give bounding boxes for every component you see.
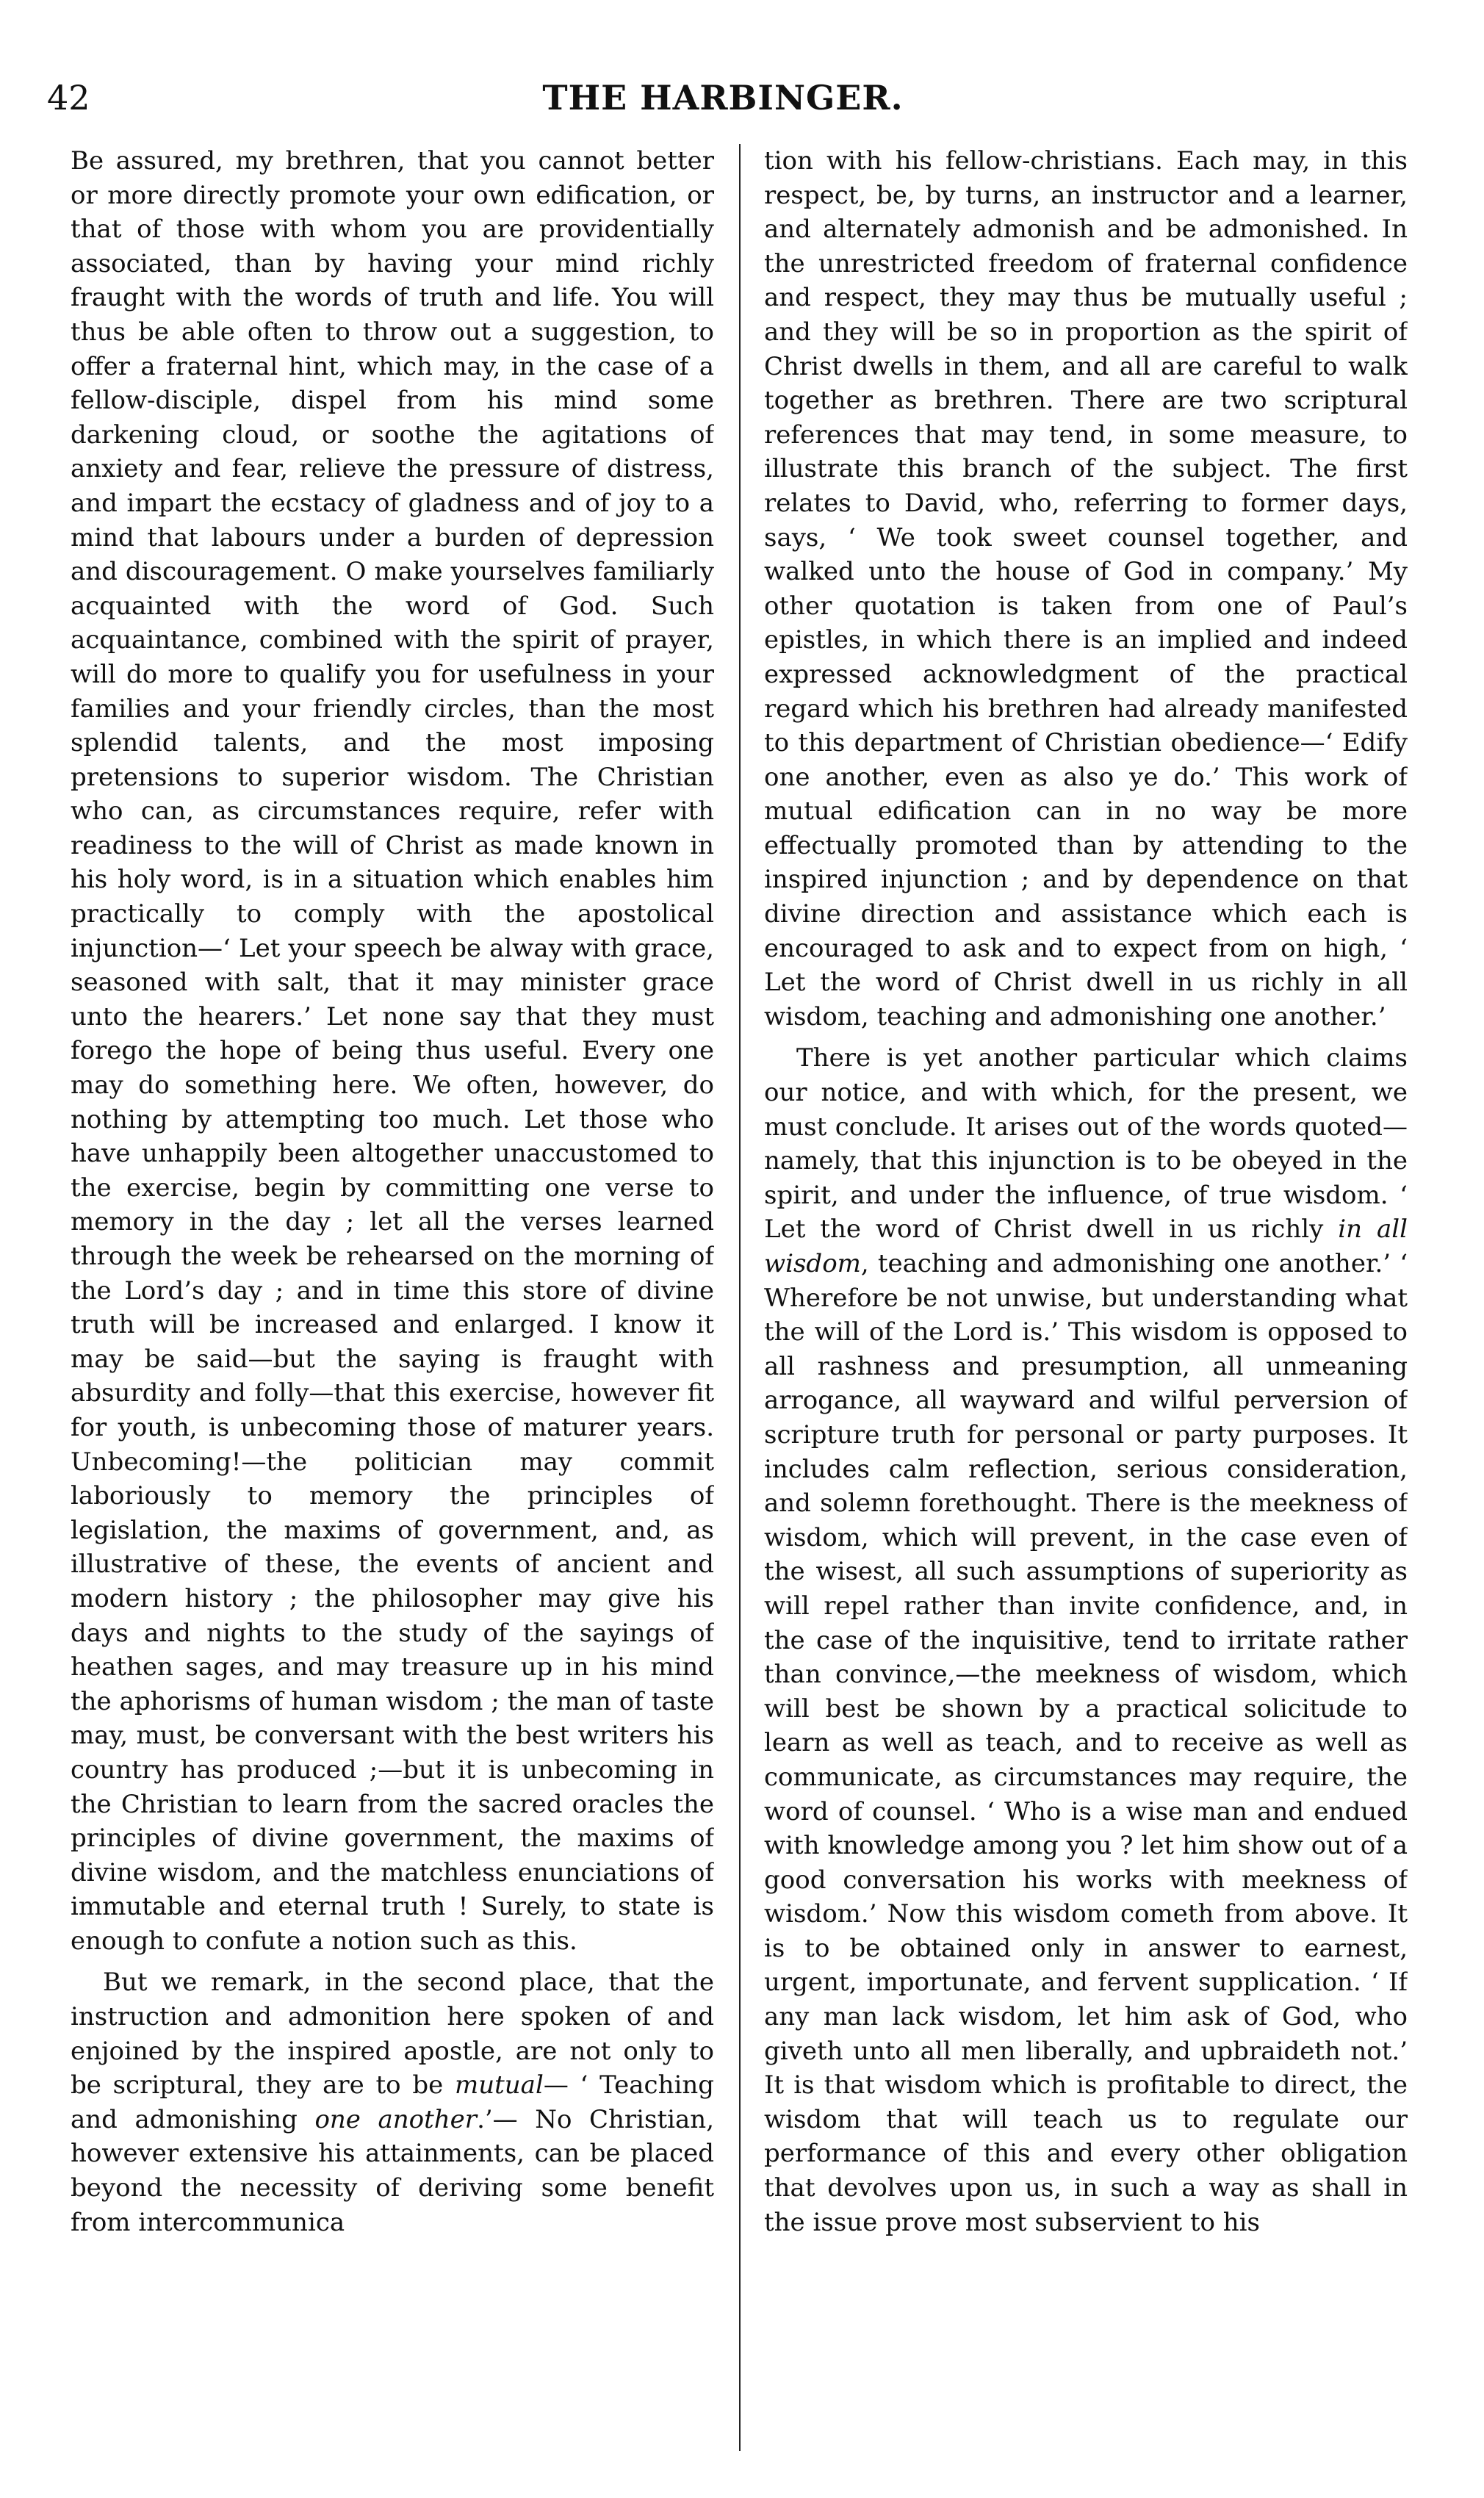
running-header — [47, 72, 1399, 123]
right-column — [764, 144, 1408, 2451]
left-p2-emphasis-mutual: mutual — [454, 2070, 544, 2101]
right-paragraph-1: tion with his fellow-christians. Each may, in this respect, be, by turns, an instructor and a learner, and alternately admonish and be admonished. In the unrestricted freedom of fraternal confidence and respect, they may thus be mutually useful ; and they will be so in proportion as the spirit of Christ dwells in them, and all are careful to walk together as brethren. There are two scriptural references that may tend, in some measure, to illustrate this branch of the subject. The first relates to David, who, referring to former days, says, ‘ We took sweet counsel together, and walked unto the house of God in company.’ My other quotation is taken from one of Paul’s epistles, in which there is an implied and indeed expressed acknowledgment of the practical regard which his brethren had already manifested to this department of Christian obedience—‘ Edify one another, even as also ye do.’ This work of mutual edification can in no way be more effectually promoted than by attending to the inspired injunction ; and by dependence on that divine direction and assistance which each is encouraged to ask and to expect from on high, ‘ Let the word of Christ dwell in us richly in all wisdom, teaching and admonishing one another.’ — [764, 146, 1408, 1032]
right-p2-emphasis-in-all-wisdom: in all wisdom — [764, 1214, 1408, 1278]
left-p2-emphasis-one-another: one another — [314, 2104, 478, 2134]
left-p2-text-a: But we remark, in the second place, that the instruction and admonition here spoken of and enjoined by the inspired apostle, are not only to be scriptural, they are to be — [71, 1968, 714, 2101]
left-p2-text-c: .’— No Christian, however extensive his attainments, can be placed beyond the necessity of deriving some benefit from intercommunica — [71, 2104, 714, 2237]
left-column — [71, 144, 714, 2451]
right-paragraph-2 — [764, 1041, 1408, 2239]
left-p2-text-b: — ‘ Teaching and admonishing — [71, 2070, 714, 2134]
running-title: THE HARBINGER. — [542, 78, 904, 118]
text-columns — [71, 144, 1408, 2451]
left-paragraph-1: Be assured, my brethren, that you cannot better or more directly promote your own edification, or that of those with whom you are providentially associated, than by having your mind richly fraught with the words of truth and life. You will thus be able often to throw out a suggestion, to offer a fraternal hint, which may, in the case of a fellow-disciple, dispel from his mind some darkening cloud, or soothe the agitations of anxiety and fear, relieve the pressure of distress, and impart the ecstacy of gladness and of joy to a mind that labours under a burden of depression and discouragement. O make yourselves familiarly acquainted with the word of God. Such acquaintance, combined with the spirit of prayer, will do more to qualify you for usefulness in your families and your friendly circles, than the most splendid talents, and the most imposing pretensions to superior wisdom. The Christian who can, as circumstances require, refer with readiness to the will of Christ as made known in his holy word, is in a situation which enables him practically to comply with the apostolical injunction—‘ Let your speech be alway with grace, seasoned with salt, that it may minister grace unto the hearers.’ Let none say that they must forego the hope of being thus useful. Every one may do something here. We often, however, do nothing by attempting too much. Let those who have unhappily been altogether unaccustomed to the exercise, begin by committing one verse to memory in the day ; let all the verses learned through the week be rehearsed on the morning of the Lord’s day ; and in time this store of divine truth will be increased and enlarged. I know it may be said—but the saying is fraught with absurdity and folly—that this exercise, however fit for youth, is unbecoming those of maturer years. Unbecoming!—the politician may commit laboriously to memory the principles of legislation, the maxims of government, and, as illustrative of these, the events of ancient and modern history ; the philosopher may give his days and nights to the study of the sayings of heathen sages, and may treasure up in his mind the aphorisms of human wisdom ; the man of taste may, must, be conversant with the best writers his country has produced ;—but it is unbecoming in the Christian to learn from the sacred oracles the principles of divine government, the maxims of divine wisdom, and the matchless enunciations of immutable and eternal truth ! Surely, to state is enough to confute a notion such as this. — [71, 146, 714, 1956]
column-divider — [739, 144, 741, 2451]
left-paragraph-2 — [71, 1965, 714, 2239]
right-p2-text-b: , teaching and admonishing one another.’ ‘ Wherefore be not unwise, but understanding what the will of the Lord is.’ This wisdom is opposed to all rashness and presumption, all unmeaning arrogance, all wayward and wilful perversion of scripture truth for personal or party purposes. It includes calm reflection, serious consideration, and solemn forethought. There is the meekness of wisdom, which will prevent, in the case even of the wisest, all such assumptions of superiority as will repel rather than invite confidence, and, in the case of the inquisitive, tend to irritate rather than convince,—the meekness of wisdom, which will best be shown by a practical solicitude to learn as well as teach, and to receive as well as communicate, as circumstances may require, the word of counsel. ‘ Who is a wise man and endued with knowledge among you ? let him show out of a good conversation his works with meekness of wisdom.’ Now this wisdom cometh from above. It is to be obtained only in answer to earnest, urgent, importunate, and fervent supplication. ‘ If any man lack wisdom, let him ask of God, who giveth unto all men liberally, and upbraideth not.’ It is that wisdom which is profitable to direct, the wisdom that will teach us to regulate our performance of this and every other obligation that devolves upon us, in such a way as shall in the issue prove most subservient to his — [764, 1249, 1408, 2237]
right-p2-text-a: There is yet another particular which claims our notice, and with which, for the present, we must conclude. It arises out of the words quoted—namely, that this injunction is to be obeyed in the spirit, and under the influence, of true wisdom. ‘ Let the word of Christ dwell in us richly — [764, 1043, 1408, 1245]
page-number: 42 — [47, 78, 90, 118]
